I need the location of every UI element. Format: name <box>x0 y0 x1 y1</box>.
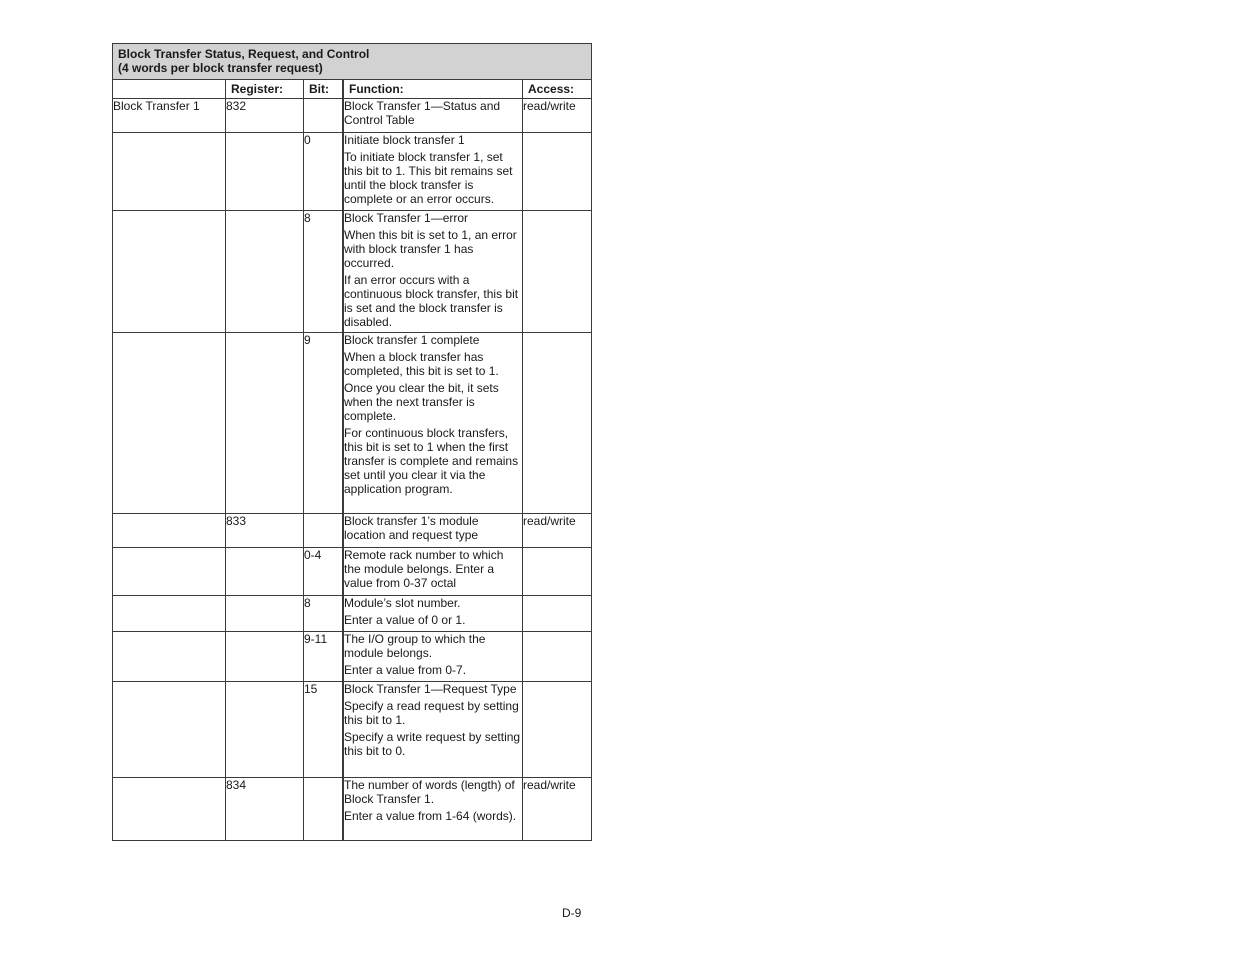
bit-cell: 9-11 <box>304 632 343 682</box>
function-cell: The number of words (length) of Block Transfer 1. Enter a value from 1-64 (words). <box>344 778 523 841</box>
function-cell: Block Transfer 1—Request Type Specify a read request by setting this bit to 1. Specify a write request by setting this bit to 0. <box>344 682 523 778</box>
bit-cell: 9 <box>304 333 343 514</box>
function-cell: Block Transfer 1—error When this bit is set to 1, an error with block transfer 1 has occurred. If an error occurs with a continuous block transfer, this bit is set and the block transfer is disabled. <box>344 211 523 333</box>
header-row <box>113 80 592 99</box>
function-cell: Block transfer 1’s module location and request type <box>344 514 523 548</box>
access-cell: read/write <box>523 514 592 548</box>
table-row <box>113 632 592 682</box>
bit-cell: 8 <box>304 596 343 632</box>
table-row <box>113 778 592 841</box>
header-access: Access: <box>523 80 592 99</box>
function-cell: Block transfer 1 complete When a block transfer has completed, this bit is set to 1. Once you clear the bit, it sets when the next transfer is complete. For continuous block transfers, this bit is set to 1 when the first transfer is complete and remains set until you clear it via the application program. <box>344 333 523 514</box>
access-cell: read/write <box>523 778 592 841</box>
header-register: Register: <box>226 80 304 99</box>
table-row <box>113 548 592 596</box>
table-row <box>113 133 592 211</box>
bit-cell: 8 <box>304 211 343 333</box>
bit-cell <box>304 99 343 133</box>
bit-cell <box>304 514 343 548</box>
table-row <box>113 682 592 778</box>
function-cell: Block Transfer 1—Status and Control Table <box>344 99 523 133</box>
function-cell: Remote rack number to which the module belongs. Enter a value from 0-37 octal <box>344 548 523 596</box>
header-function: Function: <box>344 80 523 99</box>
access-cell: read/write <box>523 99 592 133</box>
table-title-line2: (4 words per block transfer request) <box>118 61 323 75</box>
block-name-cell: Block Transfer 1 <box>113 99 226 133</box>
register-cell: 834 <box>226 778 304 841</box>
table-row <box>113 514 592 548</box>
table-row <box>113 596 592 632</box>
block-transfer-table <box>112 43 592 841</box>
table-title-line1: Block Transfer Status, Request, and Control <box>118 47 370 61</box>
bit-cell: 0-4 <box>304 548 343 596</box>
table-row <box>113 333 592 514</box>
function-cell: Initiate block transfer 1 To initiate block transfer 1, set this bit to 1. This bit remains set until the block transfer is complete or an error occurs. <box>344 133 523 211</box>
table-row <box>113 99 592 133</box>
table-row <box>113 211 592 333</box>
register-cell: 832 <box>226 99 304 133</box>
header-name <box>113 80 226 99</box>
table-title <box>113 44 592 80</box>
page-number: D-9 <box>562 906 582 920</box>
function-cell: Module’s slot number. Enter a value of 0 or 1. <box>344 596 523 632</box>
function-cell: The I/O group to which the module belongs. Enter a value from 0-7. <box>344 632 523 682</box>
register-cell: 833 <box>226 514 304 548</box>
bit-cell: 0 <box>304 133 343 211</box>
bit-cell: 15 <box>304 682 343 778</box>
bit-cell <box>304 778 343 841</box>
header-bit: Bit: <box>304 80 343 99</box>
